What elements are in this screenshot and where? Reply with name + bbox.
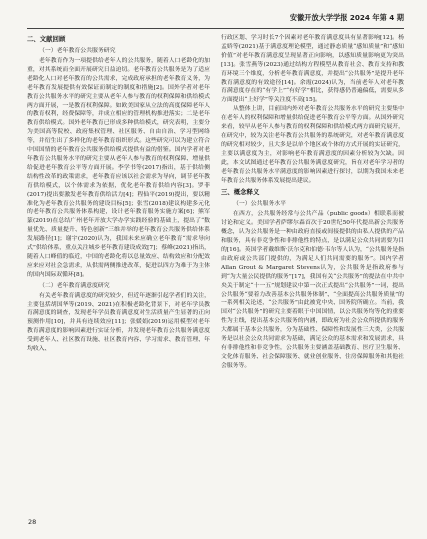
- paragraph: 有关老年教育满意度的研究较少，但近年逐渐引起学者们的关注，主要包括胡国华等(2019、2021)在积极老龄化背景下，对老年学员教育满意度的调查，发现老年学员教育满意度对生活质量产生显著的正向预测作用[10]，并具有连续效应[11]；张媛娟(2019)运用模型对老年教育满意度的影响因素进行实证分析，并发现老年教育公共服务满意度受到老年人、社区教育设施、社区教育内容、学习需求、教育管理、年均收入、: [27, 292, 210, 353]
- left-column: [27, 34, 210, 354]
- subsection-heading-service-level: （一）公共服务水平: [233, 201, 287, 208]
- paragraph-summary: 从整体上讲，目前国内外对老年教育公共服务水平的研究主要集中在老年人的权利保障和增量供给促进老年教育公平等方面。从国外研究来看，较早从老年人参与教育的权利保障和供给模式两方面研究展开，在研究中，较为关注老年教育公共服务的系统研究，对老年教育满意度的研究相对较少，且大多是以单个地区或个体的方式开展的实证研究，主要以满意度为主，对影响老年教育满意度的因素分析较为欠缺。因此，本文试图通过老年教育公共服务满意度研究，旨在对老年学习者的老年教育公共服务水平满意度的影响因素进行探讨，以期为我国未来老年教育公共服务体系发展提出建议。: [221, 106, 404, 184]
- section-heading-concepts: 三、概念释义: [221, 188, 260, 197]
- running-header: 安徽开放大学学报 2024 年第 4 期: [27, 8, 404, 29]
- section-heading-literature-review: 二、文献回顾: [27, 35, 66, 43]
- paragraph: 老年教育作为一项提供给老年人的公共服务，随着人口老龄化的加重，对其系统而全面开展研究日益迫切。老年教育公共服务是为了适应老龄化人口对老年教育的公共需求，完成政府承担的老年教育义务，为老年教育发展提供有效保证而制定的制度和措施[2]。国外学者对老年教育公共服务水平的研究主要从老年人参与教育的权利保障和供给模式两方面开展，一是教育权利保障。如欧美国家从立法的高度保障老年人的教育权利，经费保障等，并成立相应的管理机构推进落实；二是老年教育供给模式。国外老年教育已形成多种供给模式，研究表明，主要分为美国高等院校、政府集权管理、社区服务、自由自治、学习型网络等，并衍生出了多样化的老年教育组织形式。这些研究可以为建立符合中国国情的老年教育公共服务供给模式提供有益的借鉴。国内学者对老年教育公共服务水平的研究主要从老年人参与教育的权利保障、增量供给促进老年教育公平等方面开展。李学书等(2017)指出，基于供给侧结构性改革的政策需求，老年教育应该以社会需求为导向，调节老年教育供给模式，以个体需求为依据，优化老年教育供给内容[3]。罗菲(2017)提出要激发老年教育供给活力[4]；程仙平(2019)提出，要以精准化为老年教育公共服务的建设目标[5]；张雪(2018)建议构建多元化的老年教育公共服务体系构建，设计老年教育服务实施方案[6]；熊军篆(2019)在总结广州老年开放大学办学实践经验的基础上，提出了“数量优先、质量提升、特色创新”三维并举的老年教育公共服务供给体系发展路径[1]；谢宇(2020)认为，我国未来应确立老年教育“需求导向式”供给体系，重点关注城乡老年教育建设成效[7]；蔡峰(2021)指出，随着人口峰值的临近，中国的老龄化将以总量效应、结构效应和分配效应来应对社会急需求，从供需两侧推进改革，促进以四方为难于为主体的国内国际双循环[8]。: [27, 58, 210, 278]
- right-column: [221, 34, 404, 371]
- page-number: 28: [28, 518, 37, 526]
- subsection-heading-satisfaction: （二）老年教育满意度研究: [39, 282, 110, 289]
- subsection-heading-public-service: （一）老年教育公共服务研究: [39, 48, 116, 54]
- paragraph-definition: 在西方，公共服务经常与公共产品（public goods）相联系而被讨论和定义。美国学者萨缪尔森首次于20世纪50年代提出新公共服务概念，认为公共服务是一种由政府直接或间接提供的由私人提供的产品和服务，具有非竞争性和非排他性的特点，是以满足公众共同需要为目的[16]。英国学者戴维斯·沃尔克和伯德·韦尔等人认为，“公共服务是指由政府或公共部门提供的，为满足人们共同需要的服务”。国内学者Allan Grout & Margaret Stevens认为，公共服务是指政府参与到“为大量公民提供的服务”[17]，我国有关“公共服务”的提法在中共中央关于制定“十一五”规划建议中第一次正式提出“公共服务”一词，提出公共服务“要着力改善基本公共服务体制”、“全面提高公共服务质量”的一系列相关论述，“公共服务”由此被党中央、国务院所确立。当前，我国对“公共服务”的研究主要着眼于中国国情，以公共服务均等化的重要性为主线，提出基本公共服务的内涵，即政府为社会公众所提供的服务大都属于基本公共服务，分为基础性、保障性和发展性三大类，公共服务是以社会公众共同需求为基础，满足公众的基本需求和发展需求，具有非排他性和非竞争性，公共服务主要涵盖基础教育、医疗卫生服务、文化体育服务、社会保障服务、就业创业服务、住房保障服务和其他社会服务等。: [221, 211, 404, 369]
- paragraph-continued: 行政区划、学习时长7个因素对老年教育满意度具有显著影响[12]。杨孟娇等(2021)基于满意度理论模型，通过静态质量“感知质量”和“感知价值”对老年教育满意度呈现显著正向影响，以感知质量影响更为突出[13]。张雪燕等(2023)通过结构方程模型从教育社会、教育支持和教育环境三个维度，分析老年教育满意度，并提出“公共服务”是提升老年教育满意度的有效途径[14]。余霞(2024)认为，当前老年人对老年教育满意度存在的“有学上”“有好学”相比，获得感仍普遍偏低，需要从多方面提出“上好学”等关注度不高[15]。: [221, 35, 404, 104]
